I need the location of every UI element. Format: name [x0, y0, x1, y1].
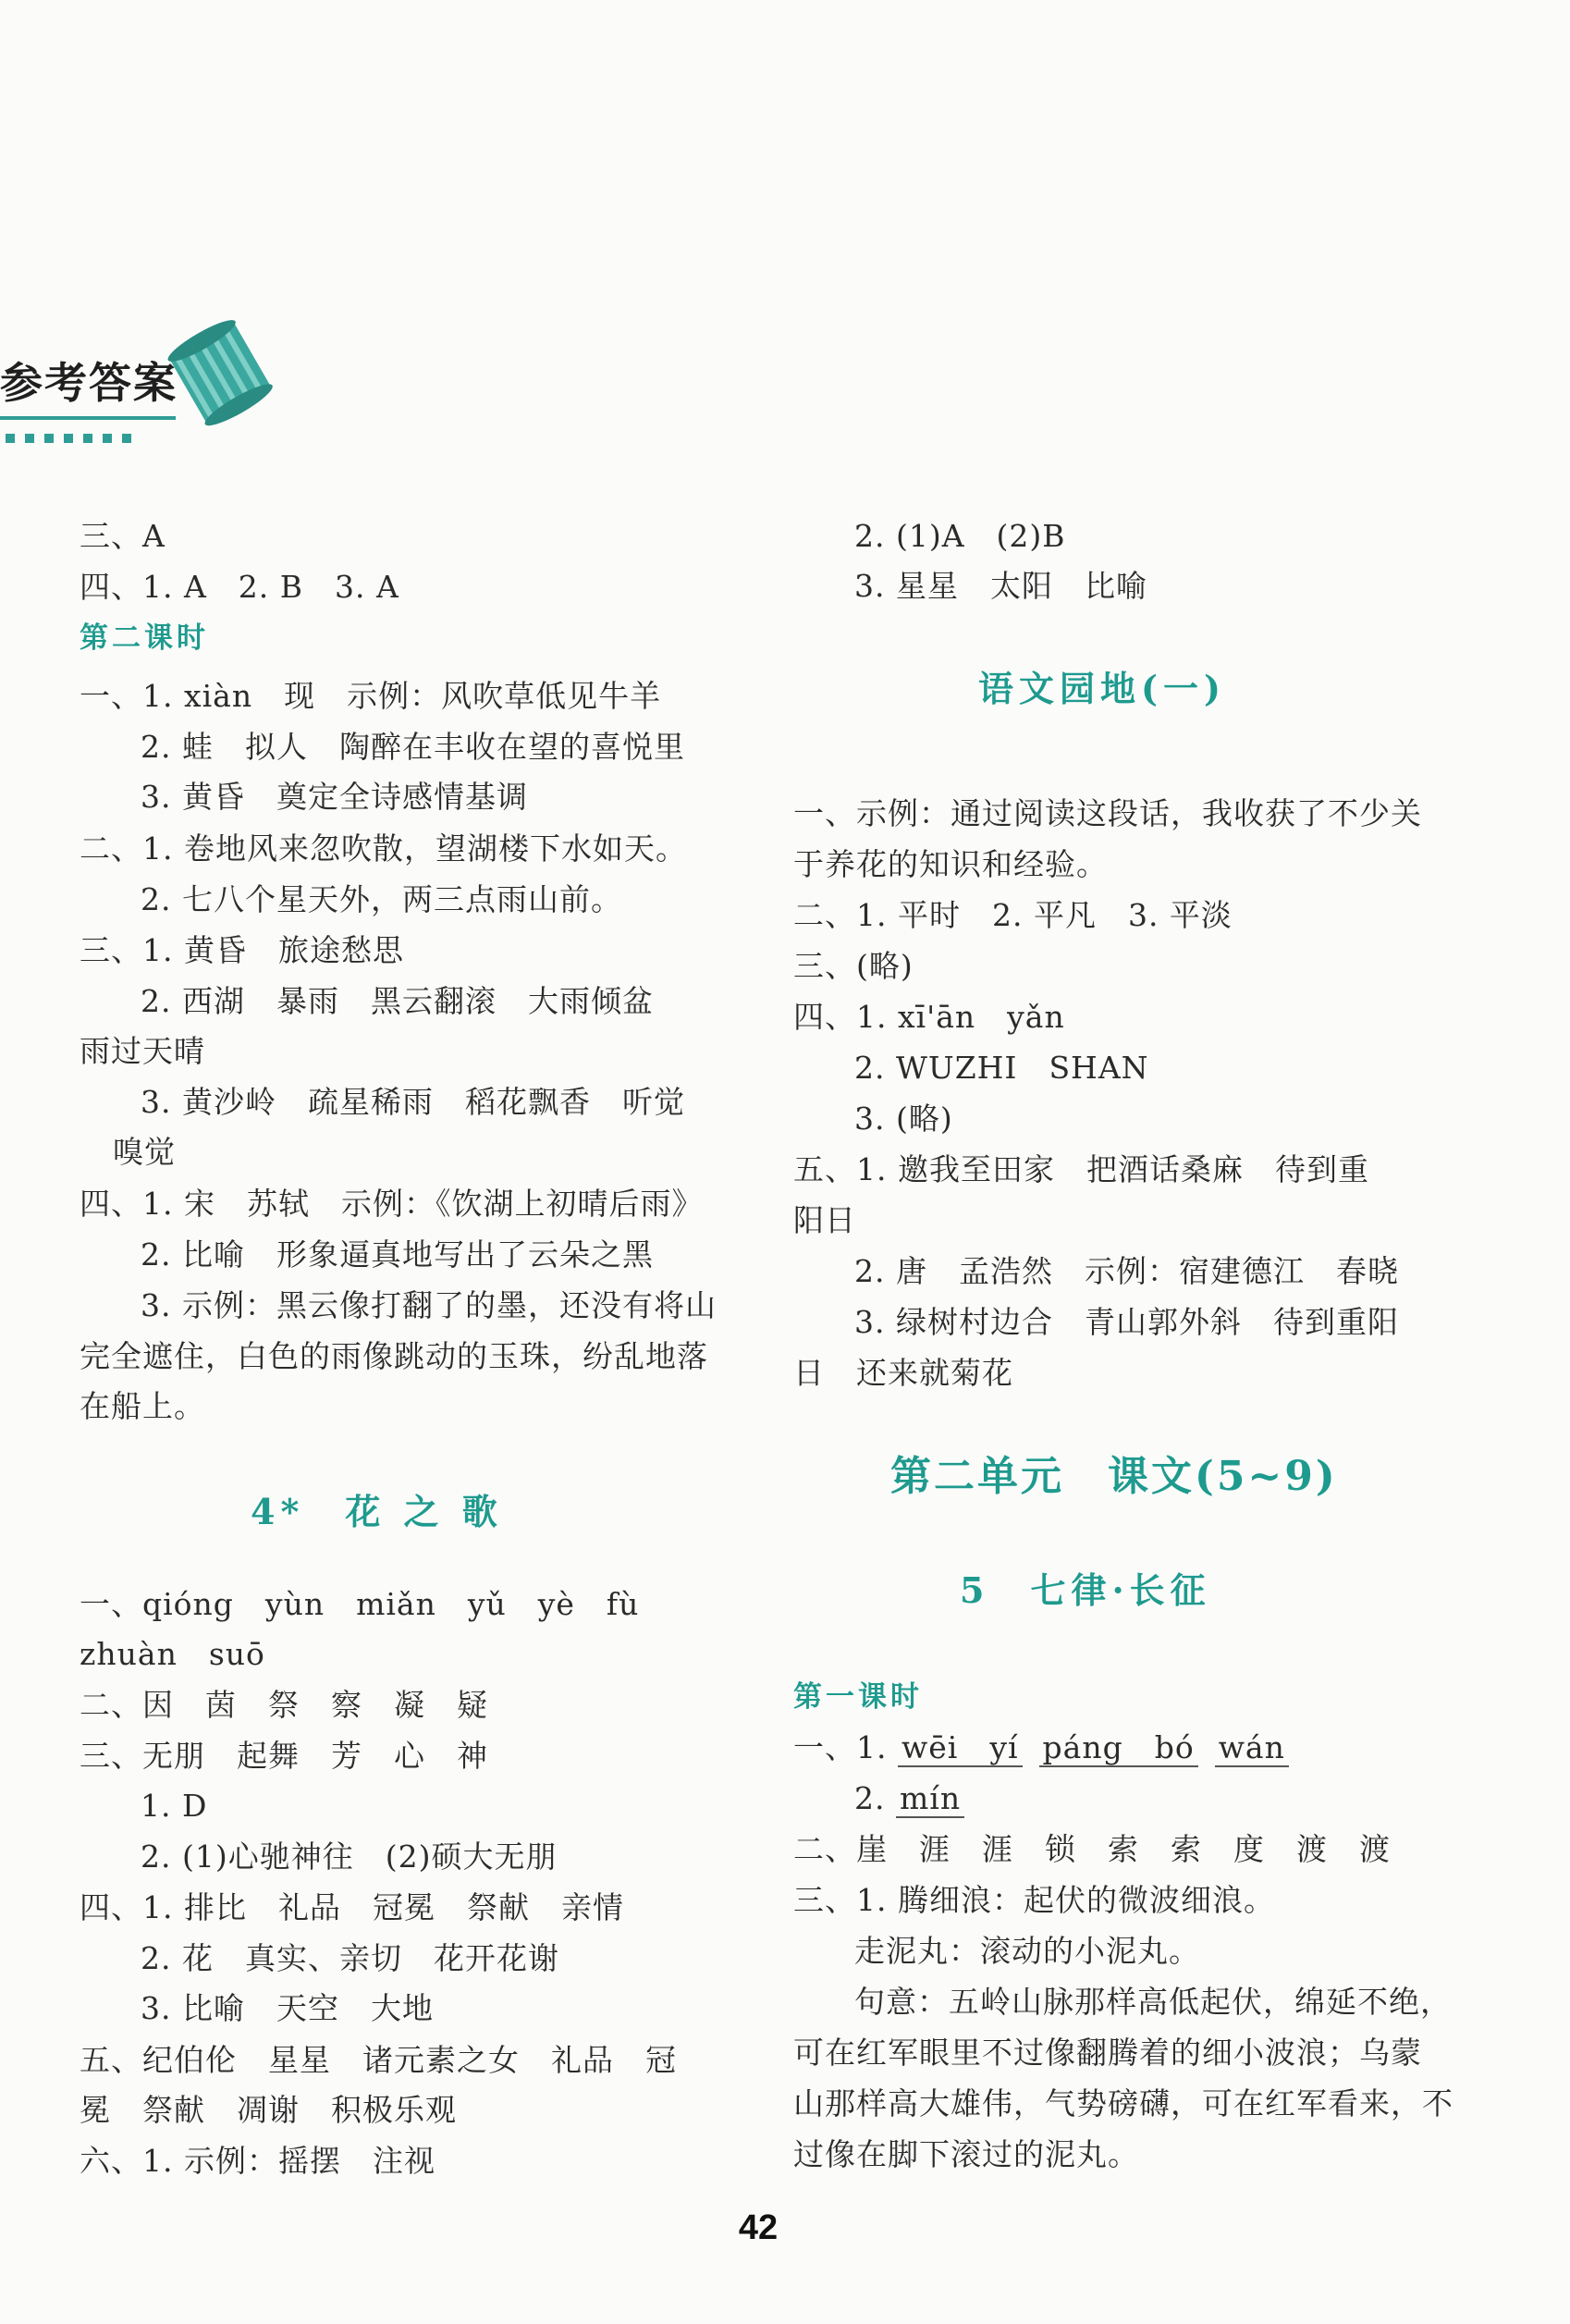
answer-text: 2. (1)心驰神往 (2)硕大无朋: [141, 1838, 558, 1875]
answer-text: 雨过天晴: [80, 1033, 205, 1069]
answer-text: 冕 祭献 凋谢 积极乐观: [80, 2092, 457, 2128]
answer-line: [793, 1831, 1391, 1868]
answer-line: [80, 2042, 677, 2079]
answer-line: [793, 1050, 1149, 1087]
answer-text: 二、1. 卷地风来忽吹散，望湖楼下水如天。: [80, 830, 687, 867]
answer-line: [80, 1940, 559, 1977]
answer-text: 三、A: [80, 518, 166, 554]
answer-line: [793, 948, 914, 985]
answer-text: 四、1. A 2. B 3. A: [80, 569, 399, 605]
answer-line: [80, 1636, 265, 1673]
answer-line: [80, 779, 528, 816]
answer-line: [80, 569, 399, 606]
answer-line: [80, 2143, 435, 2180]
answer-text: 山那样高大雄伟，气势磅礴，可在红军看来，不: [793, 2085, 1453, 2121]
answer-text: 第二单元 课文(5~9): [890, 1453, 1338, 1500]
answer-line: [793, 846, 1108, 883]
answer-text: 4* 花 之 歌: [251, 1491, 503, 1532]
answer-line: [793, 1933, 1200, 1970]
answer-line: [80, 1990, 434, 2027]
answer-line: [80, 932, 404, 969]
underlined-answer: mín: [896, 1780, 964, 1818]
header-underline: [0, 416, 176, 420]
section-heading: [960, 1569, 1211, 1611]
answer-line: [793, 1151, 1369, 1188]
answer-line: [80, 2092, 457, 2129]
answer-line: [80, 881, 622, 918]
underlined-answer: páng bó: [1039, 1729, 1198, 1767]
answer-text: 3. 示例：黑云像打翻了的墨，还没有将山: [141, 1287, 717, 1323]
answer-text: 五、纪伯伦 星星 诸元素之女 礼品 冠: [80, 2042, 677, 2078]
answer-text: 二、1. 平时 2. 平凡 3. 平淡: [793, 897, 1233, 933]
answer-line: [80, 1338, 708, 1375]
section-heading: [251, 1491, 503, 1532]
answer-text: 2. 花 真实、亲切 花开花谢: [141, 1940, 559, 1976]
answer-line: [793, 999, 1065, 1036]
lesson-subheading: [80, 620, 209, 657]
answer-line: [793, 1202, 856, 1239]
answer-text: 2. WUZHI SHAN: [854, 1050, 1149, 1086]
section-heading: [978, 670, 1226, 707]
answer-line: [793, 1101, 953, 1137]
answer-text: 四、1. xī'ān yǎn: [793, 999, 1065, 1035]
answer-text: 五、1. 邀我至田家 把酒话桑麻 待到重: [793, 1151, 1369, 1187]
answer-line: [793, 1729, 1306, 1766]
answer-text: 2. (1)A (2)B: [854, 518, 1066, 554]
answer-line: [80, 830, 687, 867]
answer-text: 阳日: [793, 1202, 856, 1238]
scroll-icon: [157, 314, 296, 435]
answer-text: 语文园地(一): [978, 668, 1226, 709]
answer-line: [80, 1838, 557, 1875]
answer-text: 可在红军眼里不过像翻腾着的细小波浪；乌蒙: [793, 2035, 1422, 2071]
answer-text: 第二课时: [80, 621, 209, 655]
answer-key-header: [0, 314, 314, 453]
answer-text: 3. 黄沙岭 疏星稀雨 稻花飘香 听觉: [141, 1084, 685, 1120]
answer-text: 四、1. 排比 礼品 冠冕 祭献 亲情: [80, 1889, 624, 1925]
answer-text: 嗅觉: [113, 1134, 176, 1170]
answer-text: 2. 七八个星天外，两三点雨山前。: [141, 881, 622, 917]
answer-text: 二、崖 涯 涯 锁 索 索 度 渡 渡: [793, 1831, 1391, 1867]
answer-text: 第一课时: [793, 1680, 923, 1714]
header-title: 参考答案: [0, 358, 178, 408]
answer-text: 三、1. 黄昏 旅途愁思: [80, 932, 404, 968]
answer-text: 2. 比喻 形象逼真地写出了云朵之黑: [141, 1236, 654, 1273]
page-number: 42: [738, 2208, 779, 2247]
answer-line: [793, 2136, 1139, 2173]
answer-line: [793, 897, 1233, 934]
answer-text: 一、qióng yùn miǎn yǔ yè fù: [80, 1586, 640, 1622]
answer-line: [793, 1882, 1275, 1919]
answer-text: 2.: [854, 1780, 896, 1816]
answer-line: [80, 1788, 207, 1825]
answer-line: [80, 1388, 205, 1425]
answer-line: [793, 1355, 1013, 1392]
answer-text: 3. (略): [854, 1101, 953, 1137]
answer-text: 二、因 茵 祭 察 凝 疑: [80, 1687, 488, 1723]
answer-line: [80, 1236, 654, 1273]
answer-text: 一、示例：通过阅读这段话，我收获了不少关: [793, 795, 1422, 831]
section-heading: [890, 1453, 1338, 1500]
answer-line: [80, 678, 661, 715]
answer-line: [80, 1084, 685, 1121]
answer-line: [80, 518, 166, 555]
answer-text: 2. 蛙 拟人 陶醉在丰收在望的喜悦里: [141, 729, 685, 765]
answer-text: 5 七律·长征: [960, 1569, 1211, 1611]
answer-line: [793, 568, 1147, 605]
answer-text: 3. 星星 太阳 比喻: [854, 568, 1147, 604]
answer-line: [80, 1889, 624, 1926]
answer-line: [80, 1687, 488, 1724]
answer-text: 在船上。: [80, 1388, 205, 1424]
answer-text: 3. 比喻 天空 大地: [141, 1990, 434, 2026]
answer-line: [793, 795, 1422, 832]
answer-line: [793, 1984, 1452, 2021]
answer-line: [80, 729, 685, 766]
answer-text: 3. 黄昏 奠定全诗感情基调: [141, 779, 528, 815]
answer-line: [80, 1186, 703, 1223]
answer-text: 3. 绿树村边合 青山郭外斜 待到重阳: [854, 1304, 1399, 1340]
answer-line: [80, 1738, 488, 1775]
answer-text: 完全遮住，白色的雨像跳动的玉珠，纷乱地落: [80, 1338, 708, 1374]
answer-line: [793, 1780, 981, 1817]
answer-line: [80, 983, 654, 1020]
header-dots: [6, 429, 141, 447]
answer-text: 走泥丸：滚动的小泥丸。: [854, 1933, 1200, 1969]
answer-text: zhuàn suō: [80, 1636, 265, 1672]
answer-text: 过像在脚下滚过的泥丸。: [793, 2136, 1139, 2172]
answer-text: 四、1. 宋 苏轼 示例：《饮湖上初晴后雨》: [80, 1186, 704, 1222]
answer-line: [793, 518, 1066, 555]
answer-text: 三、(略): [793, 948, 914, 984]
answer-line: [793, 2085, 1453, 2122]
answer-text: 六、1. 示例：摇摆 注视: [80, 2143, 435, 2179]
answer-text: 2. 西湖 暴雨 黑云翻滚 大雨倾盆: [141, 983, 654, 1019]
answer-text: 1. D: [141, 1788, 208, 1824]
answer-text: 一、1. xiàn 现 示例：风吹草低见牛羊: [80, 678, 662, 714]
underlined-answer: wán: [1215, 1729, 1289, 1767]
answer-line: [793, 2035, 1422, 2072]
answer-text: 一、1.: [793, 1729, 898, 1765]
answer-line: [80, 1134, 176, 1171]
answer-line: [80, 1033, 205, 1070]
lesson-subheading: [793, 1678, 923, 1715]
answer-text: 日 还来就菊花: [793, 1355, 1013, 1391]
answer-line: [80, 1586, 639, 1623]
answer-line: [793, 1253, 1399, 1290]
answer-text: 三、1. 腾细浪：起伏的微波细浪。: [793, 1882, 1275, 1918]
answer-text: 句意：五岭山脉那样高低起伏，绵延不绝，: [854, 1984, 1452, 2020]
answer-text: 2. 唐 孟浩然 示例：宿建德江 春晓: [854, 1253, 1399, 1289]
answer-line: [793, 1304, 1399, 1341]
answer-text: 于养花的知识和经验。: [793, 846, 1108, 882]
answer-line: [80, 1287, 717, 1324]
answer-text: 三、无朋 起舞 芳 心 神: [80, 1738, 488, 1774]
underlined-answer: wēi yí: [898, 1729, 1023, 1767]
